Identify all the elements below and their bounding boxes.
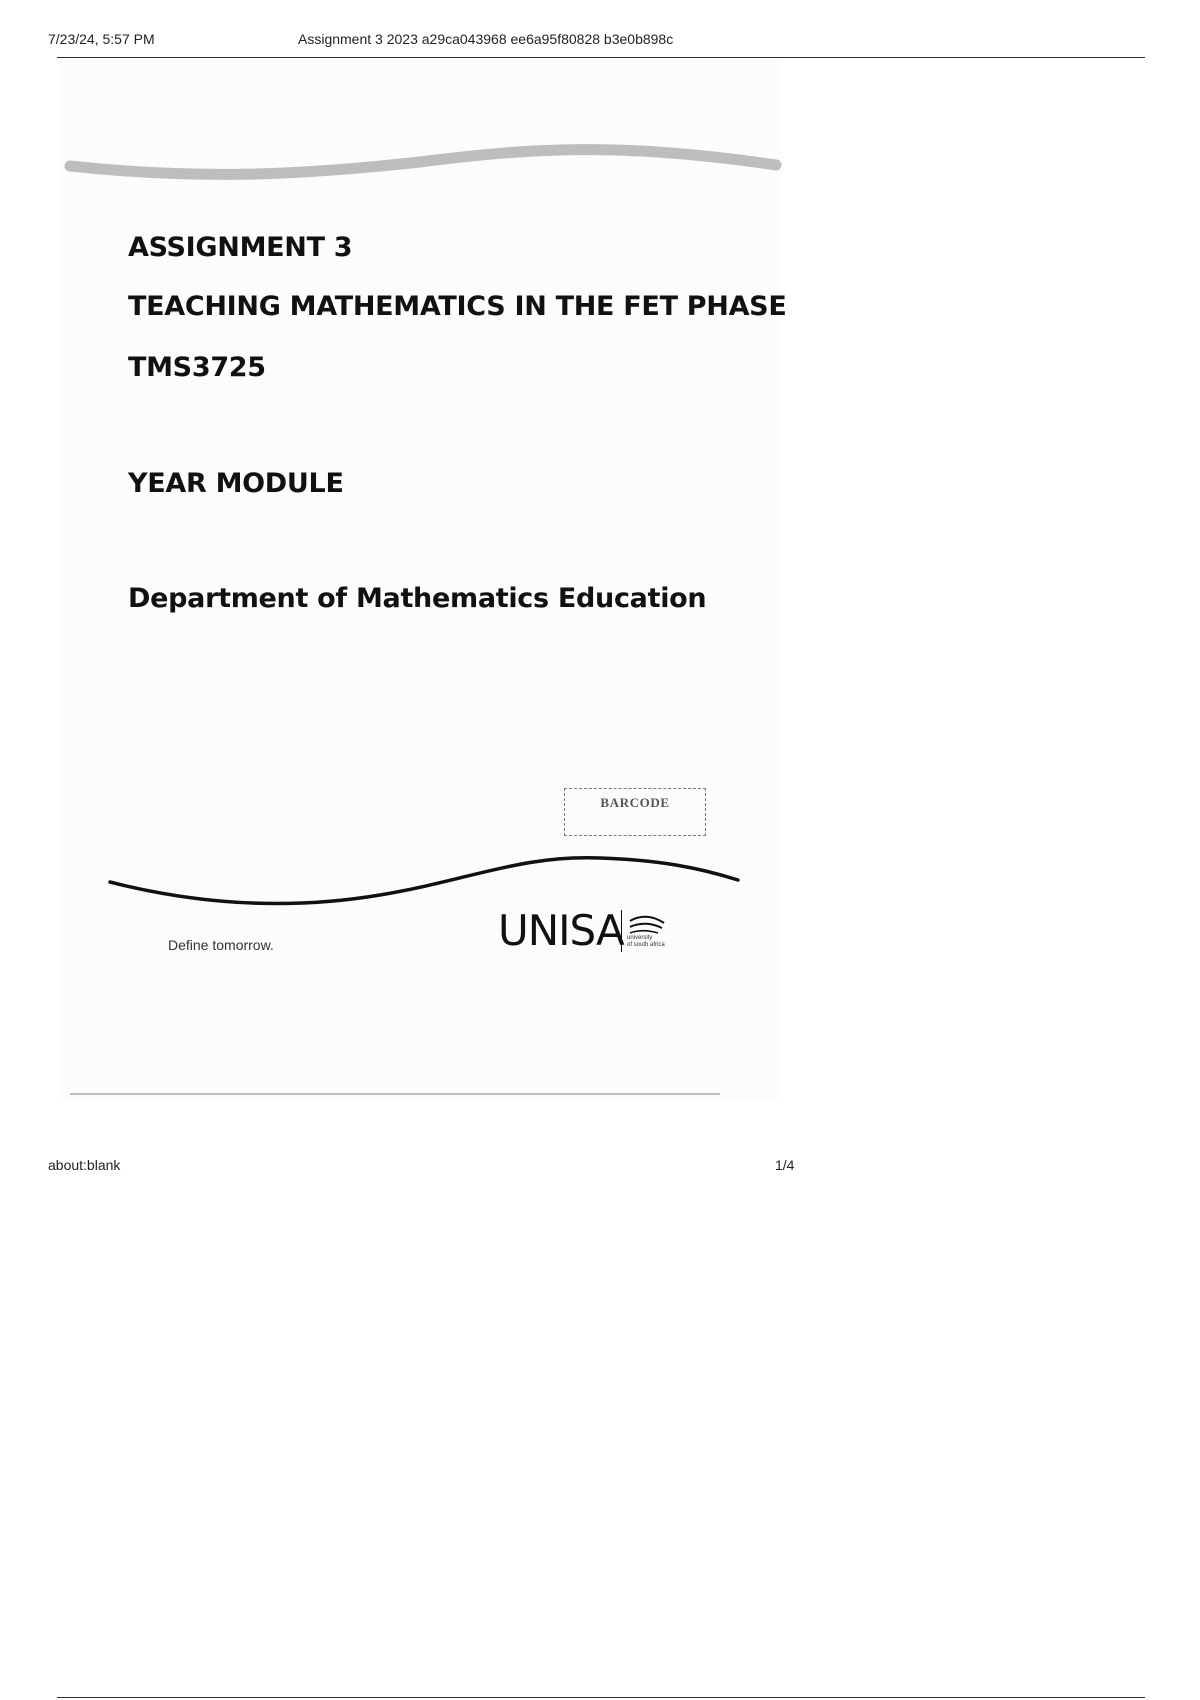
assignment-heading: ASSIGNMENT 3 (128, 232, 353, 263)
unisa-logo-text: UNISA (498, 906, 624, 955)
barcode-placeholder: BARCODE (564, 788, 706, 836)
module-title: TEACHING MATHEMATICS IN THE FET PHASE (128, 291, 787, 322)
print-document-title: Assignment 3 2023 a29ca043968 ee6a95f80828 b3e0b898c (298, 31, 674, 47)
logo-divider (621, 910, 622, 952)
unisa-emblem-icon (630, 917, 664, 933)
module-type: YEAR MODULE (128, 468, 344, 499)
logo-subtext (627, 935, 665, 949)
page-indicator: 1/4 (775, 1157, 795, 1173)
logo-subtext-line1: university (627, 935, 653, 941)
top-grey-wave (70, 150, 776, 175)
print-url: about:blank (48, 1157, 121, 1173)
module-code: TMS3725 (128, 352, 266, 383)
department-name: Department of Mathematics Education (128, 583, 707, 614)
bottom-black-wave (110, 858, 738, 904)
footer-divider (57, 1697, 1145, 1698)
logo-subtext-line2: of south africa (627, 942, 665, 948)
university-tagline: Define tomorrow. (168, 937, 274, 953)
print-datetime: 7/23/24, 5:57 PM (48, 31, 155, 47)
